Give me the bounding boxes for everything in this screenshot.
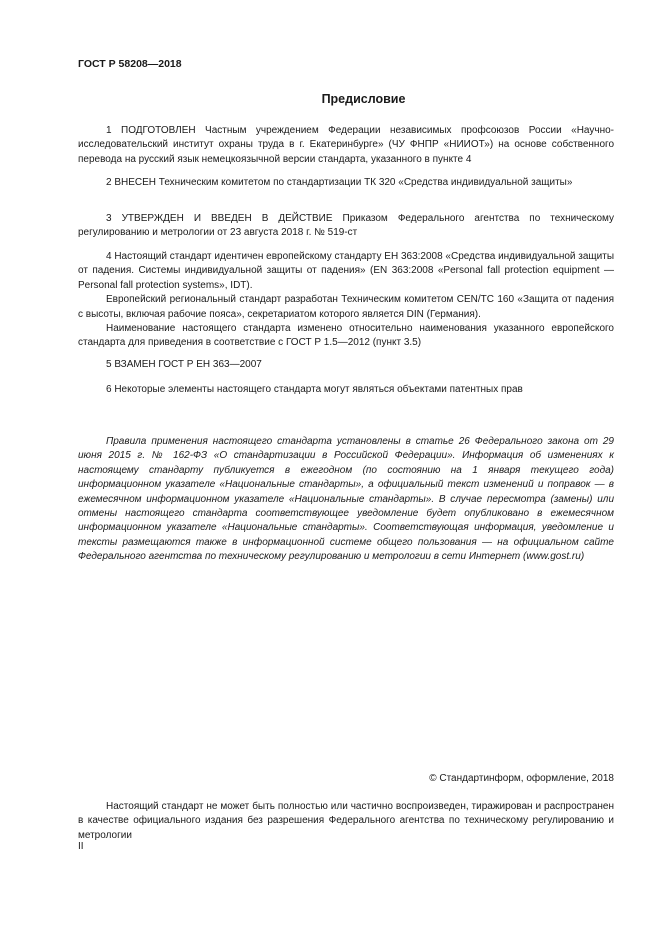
document-code-header: ГОСТ Р 58208—2018 <box>78 58 182 70</box>
application-notice-text: Правила применения настоящего стандарта установлены в статье 26 Федерального закона от 29 июня 2015 г. № 162-ФЗ «О стандартизации в Российской Федерации». Информация об изменениях к настоящему стандарту публикуется в ежегодном (по состоянию на 1 января текущего года) информационном указателе «Национальные стандарты», а официальный текст изменений и поправок — в ежемесячном информационном указателе «Национальные стандарты». В случае пересмотра (замены) или отмены настоящего стандарта соответствующее уведомление будет опубликовано в ежемесячном информационном указателе «Национальные стандарты». Соответствующая информация, уведомление и тексты размещаются также в информационной системе общего пользования — на официальном сайте Федерального агентства по техническому регулированию и метрологии в сети Интернет (www.gost.ru) <box>78 436 614 563</box>
reproduction-notice-block <box>78 800 614 843</box>
application-notice-block <box>78 435 614 565</box>
item-2-block <box>78 176 614 190</box>
item-3-block <box>78 212 614 241</box>
item-4-text: 4 Настоящий стандарт идентичен европейскому стандарту ЕН 363:2008 «Средства индивидуальной защиты от падения. Системы индивидуальной защиты от падения» (EN 363:2008 «Personal fall protection equipment — Personal fall protection systems», IDT). <box>78 251 615 291</box>
section-title: Предисловие <box>321 92 406 106</box>
item-3-text: 3 УТВЕРЖДЕН И ВВЕДЕН В ДЕЙСТВИЕ Приказом Федерального агентства по техническому регулированию и метрологии от 23 августа 2018 г. № 519-ст <box>78 213 614 239</box>
item-5-block <box>78 358 614 372</box>
item-1-text: 1 ПОДГОТОВЛЕН Частным учреждением Федерации независимых профсоюзов России «Научно-исследовательский институт охраны труда в г. Екатеринбурге» (ЧУ ФНПР «НИИОТ») на основе собственного перевода на русский язык немецкоязычной версии стандарта, указанного в пункте 4 <box>78 125 614 165</box>
item-4-name-change-text: Наименование настоящего стандарта изменено относительно наименования указанного европейского стандарта для приведения в соответствие с ГОСТ Р 1.5—2012 (пункт 3.5) <box>78 323 614 349</box>
copyright-line: © Стандартинформ, оформление, 2018 <box>429 773 614 784</box>
reproduction-notice-text: Настоящий стандарт не может быть полностью или частично воспроизведен, тиражирован и распространен в качестве официального издания без разрешения Федерального агентства по техническому регулированию и метрологии <box>78 801 614 841</box>
item-5-text: 5 ВЗАМЕН ГОСТ Р ЕН 363—2007 <box>106 359 262 370</box>
item-1-block <box>78 124 614 167</box>
item-2-text: 2 ВНЕСЕН Техническим комитетом по стандартизации ТК 320 «Средства индивидуальной защиты» <box>106 177 573 188</box>
item-6-text: 6 Некоторые элементы настоящего стандарта могут являться объектами патентных прав <box>106 384 523 395</box>
item-4-regional-text: Европейский региональный стандарт разработан Техническим комитетом CEN/TC 160 «Защита от падения с высоты, включая рабочие пояса», секретариатом которого является DIN (Германия). <box>78 294 614 320</box>
page-number: II <box>78 841 84 852</box>
item-4-block <box>78 250 614 351</box>
item-6-block <box>78 383 614 397</box>
